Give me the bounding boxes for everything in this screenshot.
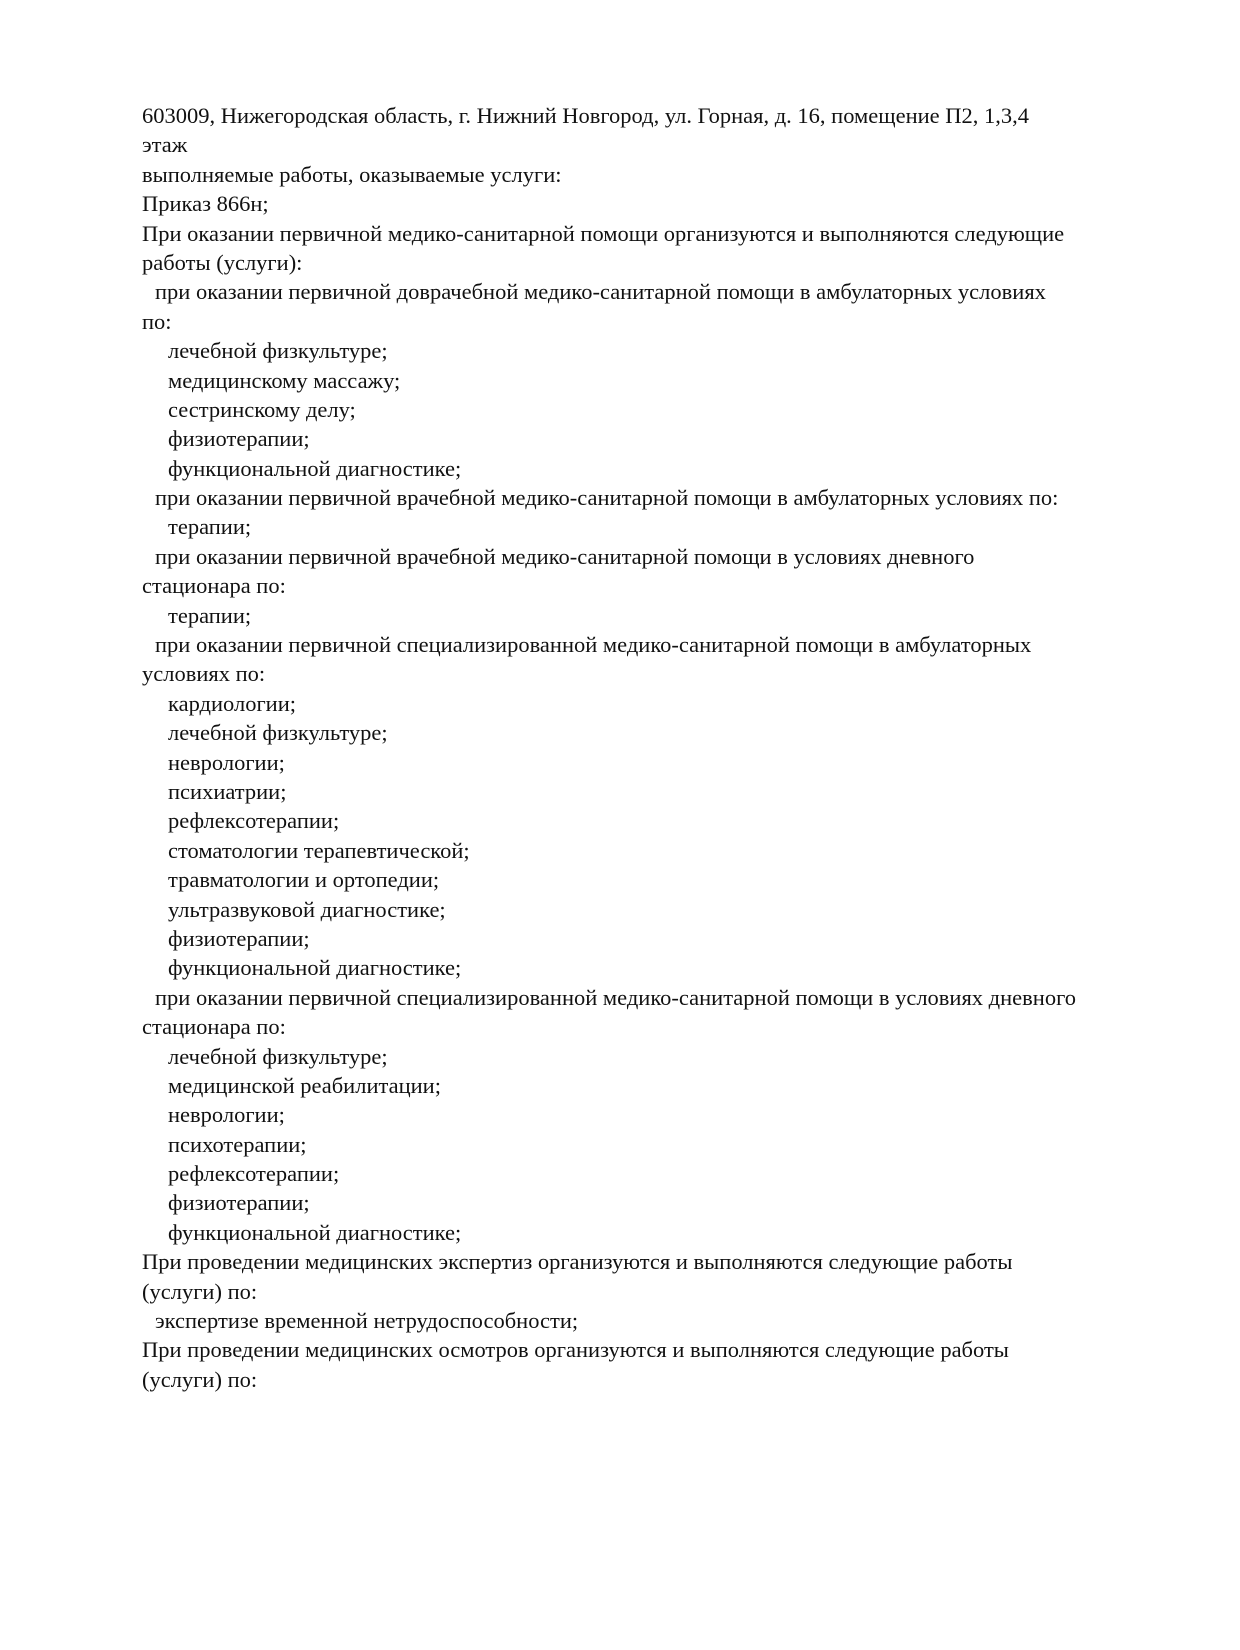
text-line: функциональной диагностике; (168, 455, 462, 481)
text-line: функциональной диагностике; (168, 955, 462, 981)
text-line: неврологии; (168, 1102, 285, 1128)
text-line: экспертизе временной нетрудоспособности; (155, 1308, 579, 1334)
text-line: физиотерапии; (168, 426, 310, 452)
text-line: ультразвуковой диагностике; (168, 896, 446, 922)
text-line: рефлексотерапии; (168, 808, 340, 834)
text-line: при оказании первичной специализированной медико-санитарной помощи в условиях дневного (155, 984, 1076, 1010)
text-line: стационара по: (142, 1014, 286, 1040)
text-line: 603009, Нижегородская область, г. Нижний Новгород, ул. Горная, д. 16, помещение П2, 1,3,4 (142, 103, 1030, 128)
text-line: лечебной физкультуре; (168, 338, 388, 364)
text-line: психотерапии; (168, 1131, 307, 1157)
text-line: при оказании первичной врачебной медико-санитарной помощи в амбулаторных условиях по: (155, 485, 1059, 511)
text-line: При проведении медицинских экспертиз организуются и выполняются следующие работы (142, 1249, 1013, 1275)
text-line: лечебной физкультуре; (168, 720, 388, 746)
text-line: функциональной диагностике; (168, 1219, 462, 1245)
text-line: лечебной физкультуре; (168, 1043, 388, 1069)
text-line: при оказании первичной специализированной медико-санитарной помощи в амбулаторных (155, 632, 1032, 658)
text-line: условиях по: (142, 661, 266, 687)
text-line: психиатрии; (168, 778, 287, 804)
text-line: При проведении медицинских осмотров организуются и выполняются следующие работы (142, 1337, 1009, 1363)
text-line: кардиологии; (168, 690, 297, 716)
text-line: терапии; (168, 602, 252, 628)
text-line: выполняемые работы, оказываемые услуги: (142, 161, 562, 187)
text-line: при оказании первичной врачебной медико-санитарной помощи в условиях дневного (155, 543, 975, 569)
text-line: медицинскому массажу; (168, 367, 401, 393)
text-line: физиотерапии; (168, 925, 310, 951)
text-line: по: (142, 308, 172, 334)
text-line: при оказании первичной доврачебной медико-санитарной помощи в амбулаторных условиях (155, 279, 1046, 305)
text-line: терапии; (168, 514, 252, 540)
text-line: неврологии; (168, 749, 285, 775)
text-line: сестринскому делу; (168, 396, 356, 422)
text-line: медицинской реабилитации; (168, 1072, 441, 1098)
document-body (142, 101, 1152, 1394)
text-line: (услуги) по: (142, 1366, 258, 1392)
text-line: травматологии и ортопедии; (168, 867, 440, 893)
text-line: Приказ 866н; (142, 191, 269, 217)
text-line: работы (услуги): (142, 249, 303, 275)
text-line: рефлексотерапии; (168, 1161, 340, 1187)
text-line: физиотерапии; (168, 1190, 310, 1216)
text-line: (услуги) по: (142, 1278, 258, 1304)
text-line: стоматологии терапевтической; (168, 837, 470, 863)
text-line: стационара по: (142, 573, 286, 599)
text-line: этаж (142, 132, 188, 158)
text-line: При оказании первичной медико-санитарной помощи организуются и выполняются следующие (142, 220, 1065, 246)
